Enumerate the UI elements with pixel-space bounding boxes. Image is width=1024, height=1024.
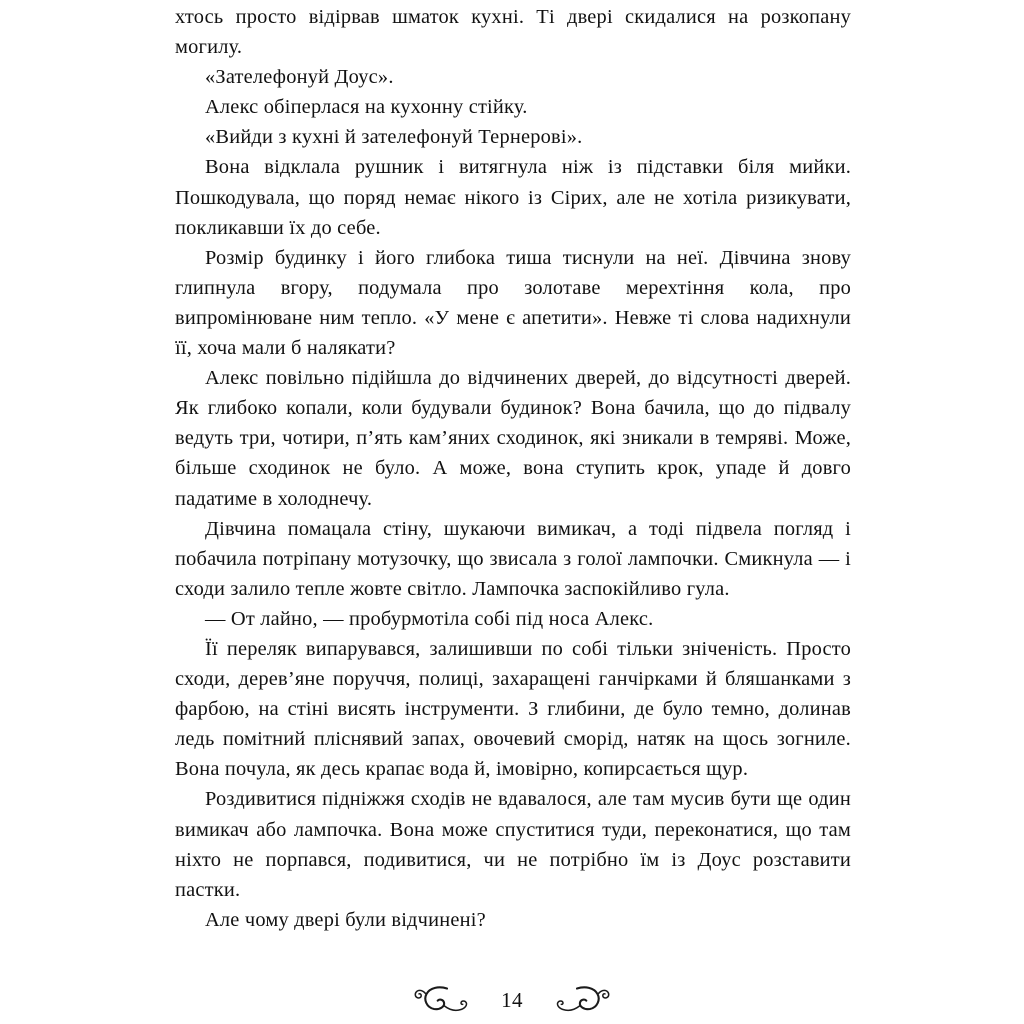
paragraph: «Вийди з кухні й зателефонуй Тернерові». xyxy=(205,126,583,149)
paragraph: Алекс повільно підійшла до відчинених дверей, до відсутності дверей. Як глибоко копали, коли будували будинок? Вона бачила, що до підвалу ведуть три, чотири, п’ять кам’яних сходинок, які зникали в темряві. Може, більше сходинок не було. А може, вона ступить крок, упаде й довго падатиме в холоднечу. xyxy=(175,367,851,510)
paragraph: Алекс обіперлася на кухонну стійку. xyxy=(205,96,528,119)
paragraph: Дівчина помацала стіну, шукаючи вимикач, а тоді підвела погляд і побачила потріпану мотузочку, що звисала з голої лампочки. Смикнула — і сходи залило тепле жовте світло. Лампочка заспокійливо гула. xyxy=(175,517,851,600)
paragraph: хтось просто відірвав шматок кухні. Ті двері скидалися на розкопану могилу. xyxy=(175,6,851,59)
paragraph: Але чому двері були відчинені? xyxy=(205,908,486,931)
paragraph: Вона відклала рушник і витягнула ніж із підставки біля мийки. Пошкодувала, що поряд немає нікого із Сірих, але не хотіла ризикувати, покликавши їх до себе. xyxy=(175,156,851,239)
page-number: 14 xyxy=(501,988,523,1012)
paragraph: Роздивитися підніжжя сходів не вдавалося, але там мусив бути ще один вимикач або лампочка. Вона може спуститися туди, переконатися, що там ніхто не порпався, подивитися, чи не потрібно їм із Доус розставити пастки. xyxy=(175,788,851,901)
paragraph: Розмір будинку і його глибока тиша тиснули на неї. Дівчина знову глипнула вгору, подумала про золотаве мерехтіння кола, про випромінюване ним тепло. «У мене є апетити». Невже ті слова надихнули її, хоча мали б налякати? xyxy=(175,246,851,360)
paragraph-dialogue: — От лайно, — пробурмотіла собі під носа Алекс. xyxy=(205,607,654,630)
body-text-column xyxy=(175,2,851,935)
page-footer xyxy=(0,977,1024,1024)
paragraph: «Зателефонуй Доус». xyxy=(205,66,394,89)
flourish-ornament-right-icon xyxy=(539,984,613,1018)
paragraph: Її переляк випарувався, залишивши по собі тільки зніченість. Просто сходи, дерев’яне поруччя, полиці, захаращені ганчірками й бляшанками з фарбою, на стіні висять інструменти. З глибини, де було темно, долинав ледь помітний пліснявий запах, овочевий сморід, натяк на щось зогниле. Вона почула, як десь крапає вода й, імовірно, копирсається щур. xyxy=(175,637,851,781)
flourish-ornament-left-icon xyxy=(411,984,485,1018)
